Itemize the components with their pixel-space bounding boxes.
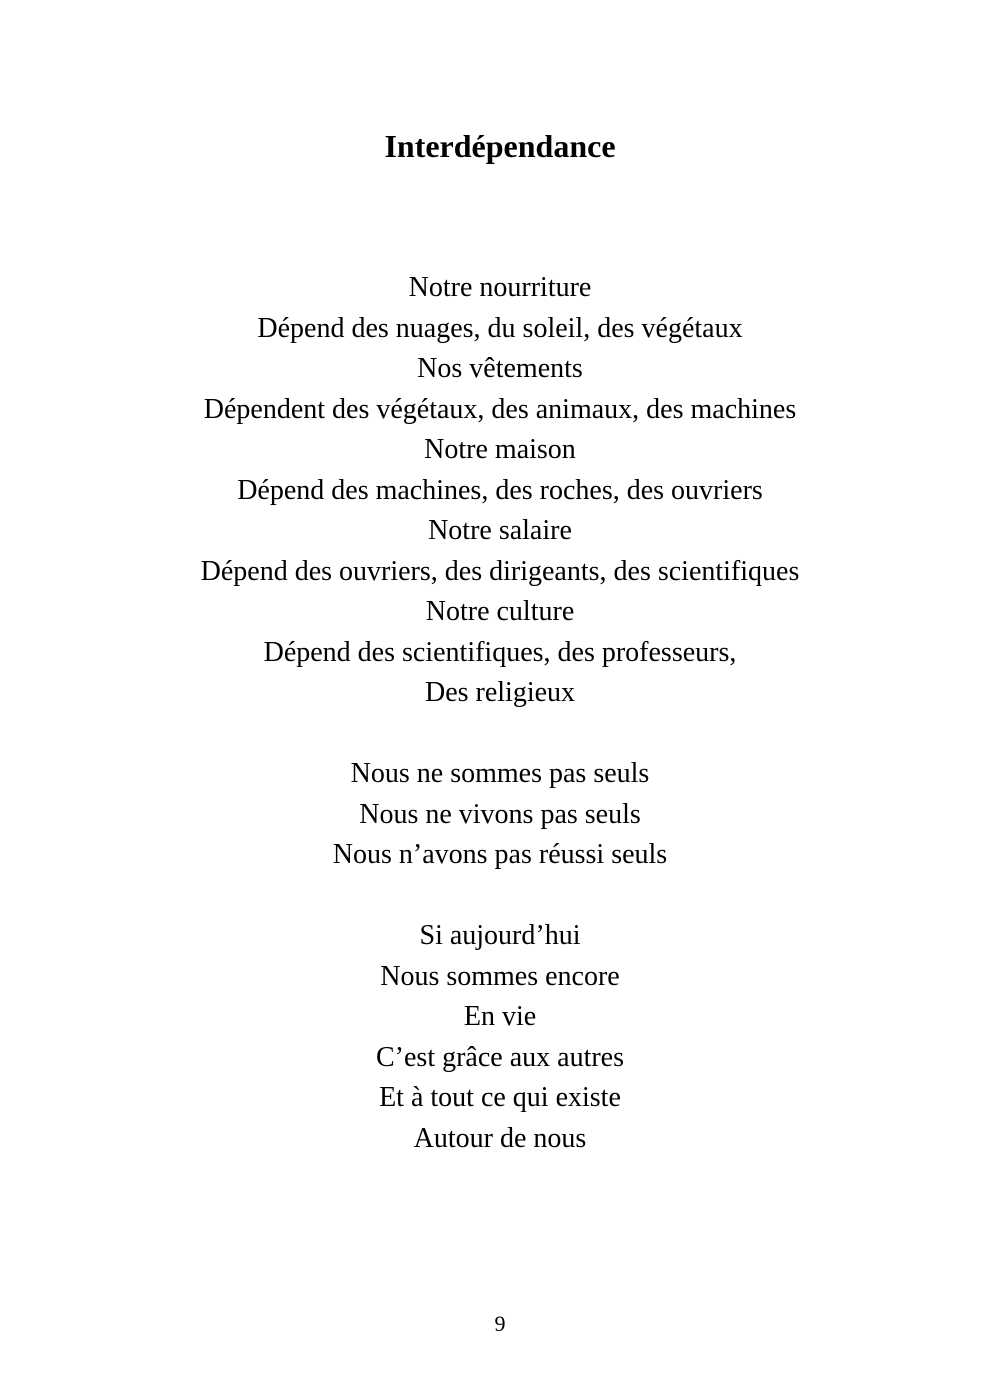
page-number: 9 (494, 1311, 506, 1336)
poem-body (0, 268, 1000, 1200)
stanza-2 (0, 754, 1000, 876)
poem-line: Nous sommes encore (380, 960, 620, 992)
poem-line: Notre culture (425, 596, 575, 627)
poem-line: Dépend des ouvriers, des dirigeants, des scientifiques (200, 555, 800, 587)
poem-line: Nos vêtements (417, 353, 583, 384)
poem-line: Nous ne vivons pas seuls (359, 798, 641, 830)
poem-line: Des religieux (424, 677, 576, 708)
poem-line: Notre salaire (428, 515, 572, 546)
poem-line: Dépend des scientifiques, des professeurs, (263, 636, 737, 668)
poem-line: Si aujourd’hui (419, 920, 581, 951)
poem-line: Dépend des nuages, du soleil, des végétaux (257, 312, 743, 344)
poem-line: Dépend des machines, des roches, des ouvriers (237, 474, 763, 506)
poem-line: Nous n’avons pas réussi seuls (332, 839, 668, 870)
poem-line: Notre nourriture (408, 272, 592, 303)
poem-line: En vie (463, 1001, 537, 1032)
poem-title: Interdépendance (384, 128, 616, 164)
stanza-1 (0, 268, 1000, 714)
stanza-3 (0, 916, 1000, 1159)
poem-line: C’est grâce aux autres (376, 1041, 624, 1073)
poem-line: Autour de nous (413, 1122, 587, 1154)
poem-line: Dépendent des végétaux, des animaux, des machines (203, 393, 797, 425)
poem-line: Notre maison (424, 434, 576, 465)
poem-line: Nous ne sommes pas seuls (350, 758, 650, 789)
poem-line: Et à tout ce qui existe (379, 1082, 621, 1113)
